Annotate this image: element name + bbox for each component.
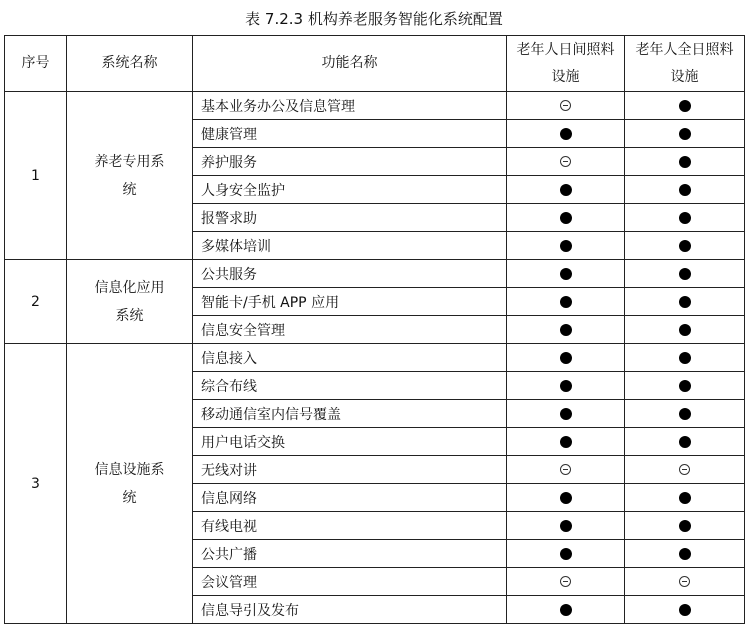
table-row xyxy=(5,344,745,372)
circle-with-line-icon xyxy=(560,576,571,587)
header-full-care-label: 老年人全日照料设施 xyxy=(635,41,734,85)
full-care-cell xyxy=(625,456,745,484)
function-name: 基本业务办公及信息管理 xyxy=(193,92,507,120)
filled-circle-icon xyxy=(679,436,691,448)
filled-circle-icon xyxy=(560,324,572,336)
header-full-care xyxy=(625,36,745,92)
row-seq: 3 xyxy=(5,344,67,624)
day-care-cell xyxy=(507,400,625,428)
day-care-cell xyxy=(507,344,625,372)
circle-with-line-icon xyxy=(679,576,690,587)
filled-circle-icon xyxy=(560,604,572,616)
day-care-cell xyxy=(507,260,625,288)
function-name: 养护服务 xyxy=(193,148,507,176)
day-care-cell xyxy=(507,120,625,148)
filled-circle-icon xyxy=(679,296,691,308)
filled-circle-icon xyxy=(560,128,572,140)
function-name: 报警求助 xyxy=(193,204,507,232)
filled-circle-icon xyxy=(560,268,572,280)
filled-circle-icon xyxy=(560,380,572,392)
function-name: 会议管理 xyxy=(193,568,507,596)
day-care-cell xyxy=(507,148,625,176)
filled-circle-icon xyxy=(560,548,572,560)
function-name: 综合布线 xyxy=(193,372,507,400)
filled-circle-icon xyxy=(679,128,691,140)
full-care-cell xyxy=(625,344,745,372)
system-name-cell xyxy=(67,260,193,344)
system-name: 养老专用系统 xyxy=(94,153,165,198)
filled-circle-icon xyxy=(679,212,691,224)
full-care-cell xyxy=(625,372,745,400)
full-care-cell xyxy=(625,260,745,288)
day-care-cell xyxy=(507,540,625,568)
filled-circle-icon xyxy=(560,492,572,504)
full-care-cell xyxy=(625,316,745,344)
circle-with-line-icon xyxy=(679,464,690,475)
full-care-cell xyxy=(625,540,745,568)
full-care-cell xyxy=(625,428,745,456)
system-name-cell xyxy=(67,92,193,260)
filled-circle-icon xyxy=(560,352,572,364)
filled-circle-icon xyxy=(560,212,572,224)
filled-circle-icon xyxy=(560,408,572,420)
filled-circle-icon xyxy=(679,548,691,560)
function-name: 公共广播 xyxy=(193,540,507,568)
filled-circle-icon xyxy=(560,240,572,252)
full-care-cell xyxy=(625,400,745,428)
function-name: 公共服务 xyxy=(193,260,507,288)
function-name: 健康管理 xyxy=(193,120,507,148)
system-name: 信息设施系统 xyxy=(94,461,165,506)
filled-circle-icon xyxy=(679,352,691,364)
function-name: 移动通信室内信号覆盖 xyxy=(193,400,507,428)
full-care-cell xyxy=(625,148,745,176)
full-care-cell xyxy=(625,512,745,540)
filled-circle-icon xyxy=(679,604,691,616)
day-care-cell xyxy=(507,372,625,400)
function-name: 无线对讲 xyxy=(193,456,507,484)
filled-circle-icon xyxy=(679,492,691,504)
day-care-cell xyxy=(507,176,625,204)
full-care-cell xyxy=(625,288,745,316)
circle-with-line-icon xyxy=(560,156,571,167)
full-care-cell xyxy=(625,176,745,204)
filled-circle-icon xyxy=(679,380,691,392)
function-name: 信息导引及发布 xyxy=(193,596,507,624)
day-care-cell xyxy=(507,456,625,484)
system-name: 信息化应用系统 xyxy=(94,279,165,324)
full-care-cell xyxy=(625,120,745,148)
full-care-cell xyxy=(625,232,745,260)
day-care-cell xyxy=(507,204,625,232)
filled-circle-icon xyxy=(679,156,691,168)
day-care-cell xyxy=(507,428,625,456)
circle-with-line-icon xyxy=(560,464,571,475)
full-care-cell xyxy=(625,596,745,624)
day-care-cell xyxy=(507,92,625,120)
day-care-cell xyxy=(507,568,625,596)
filled-circle-icon xyxy=(679,184,691,196)
system-name-cell xyxy=(67,344,193,624)
row-seq: 1 xyxy=(5,92,67,260)
full-care-cell xyxy=(625,484,745,512)
header-day-care xyxy=(507,36,625,92)
filled-circle-icon xyxy=(679,408,691,420)
full-care-cell xyxy=(625,92,745,120)
day-care-cell xyxy=(507,596,625,624)
table-row xyxy=(5,260,745,288)
function-name: 人身安全监护 xyxy=(193,176,507,204)
header-row xyxy=(5,36,745,92)
function-name: 信息安全管理 xyxy=(193,316,507,344)
header-seq: 序号 xyxy=(5,36,67,92)
row-seq: 2 xyxy=(5,260,67,344)
day-care-cell xyxy=(507,484,625,512)
table-row xyxy=(5,92,745,120)
header-function: 功能名称 xyxy=(193,36,507,92)
day-care-cell xyxy=(507,288,625,316)
function-name: 信息网络 xyxy=(193,484,507,512)
function-name: 用户电话交换 xyxy=(193,428,507,456)
filled-circle-icon xyxy=(560,296,572,308)
circle-with-line-icon xyxy=(560,100,571,111)
day-care-cell xyxy=(507,512,625,540)
function-name: 多媒体培训 xyxy=(193,232,507,260)
filled-circle-icon xyxy=(679,520,691,532)
filled-circle-icon xyxy=(679,268,691,280)
table-body xyxy=(5,92,745,624)
filled-circle-icon xyxy=(679,100,691,112)
full-care-cell xyxy=(625,568,745,596)
day-care-cell xyxy=(507,316,625,344)
filled-circle-icon xyxy=(560,184,572,196)
header-day-care-label: 老年人日间照料设施 xyxy=(516,41,615,85)
config-table xyxy=(4,35,745,624)
table-caption: 表 7.2.3 机构养老服务智能化系统配置 xyxy=(245,10,503,28)
filled-circle-icon xyxy=(560,520,572,532)
function-name: 信息接入 xyxy=(193,344,507,372)
function-name: 智能卡/手机 APP 应用 xyxy=(193,288,507,316)
filled-circle-icon xyxy=(679,240,691,252)
filled-circle-icon xyxy=(560,436,572,448)
full-care-cell xyxy=(625,204,745,232)
header-system: 系统名称 xyxy=(67,36,193,92)
function-name: 有线电视 xyxy=(193,512,507,540)
day-care-cell xyxy=(507,232,625,260)
filled-circle-icon xyxy=(679,324,691,336)
